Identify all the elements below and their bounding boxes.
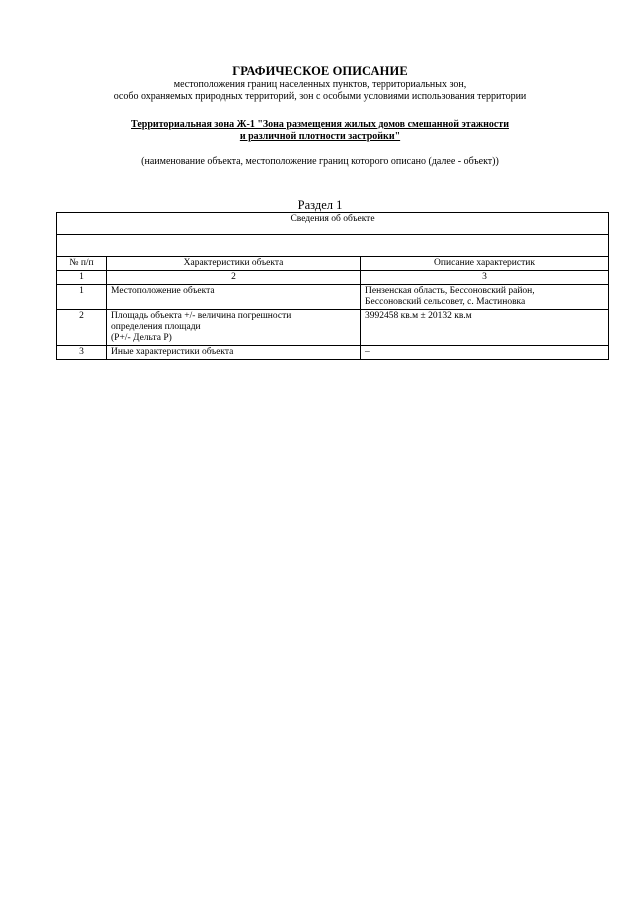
table-header-row [57,257,609,271]
table-blank-cell [57,235,609,257]
object-caption: (наименование объекта, местоположение границ которого описано (далее - объект)) [141,156,499,167]
table-row [57,285,609,310]
row-number: 3 [57,346,107,360]
object-name-line-1: Территориальная зона Ж-1 "Зона размещения жилых домов смешанной этажности [131,119,509,130]
document-title: ГРАФИЧЕСКОЕ ОПИСАНИЕ [232,64,408,78]
row-number: 1 [57,285,107,310]
column-header-description: Описание характеристик [361,257,609,271]
description-line: – [365,347,370,357]
column-header-num: № п/п [57,257,107,271]
row-characteristic [107,346,361,360]
column-number-row [57,271,609,285]
section-title: Раздел 1 [297,198,343,212]
description-line: Бессоновский сельсовет, с. Мастиновка [365,297,526,307]
row-characteristic [107,285,361,310]
table-row [57,346,609,360]
row-description [361,346,609,360]
description-line: Пензенская область, Бессоновский район, [365,286,535,296]
object-name-line-2: и различной плотности застройки" [239,131,401,142]
characteristic-line: определения площади [111,322,201,332]
column-number-2: 2 [107,271,361,285]
characteristic-line: Иные характеристики объекта [111,347,234,357]
table-blank-row [57,235,609,257]
object-info-table [56,212,609,360]
document-subtitle-line-1: местоположения границ населенных пунктов, территориальных зон, [173,79,467,90]
characteristic-line: Площадь объекта +/- величина погрешности [111,311,292,321]
row-description [361,310,609,346]
characteristic-line: (P+/- Дельта P) [111,333,172,343]
column-number-3: 3 [361,271,609,285]
characteristic-line: Местоположение объекта [111,286,215,296]
row-characteristic [107,310,361,346]
table-heading-row [57,213,609,235]
column-number-1: 1 [57,271,107,285]
row-number: 2 [57,310,107,346]
document-subtitle-line-2: особо охраняемых природных территорий, зон с особыми условиями использования территории [113,91,527,102]
table-heading: Сведения об объекте [57,213,609,235]
column-header-characteristic: Характеристики объекта [107,257,361,271]
row-description [361,285,609,310]
description-line: 3992458 кв.м ± 20132 кв.м [365,311,472,321]
table-row [57,310,609,346]
